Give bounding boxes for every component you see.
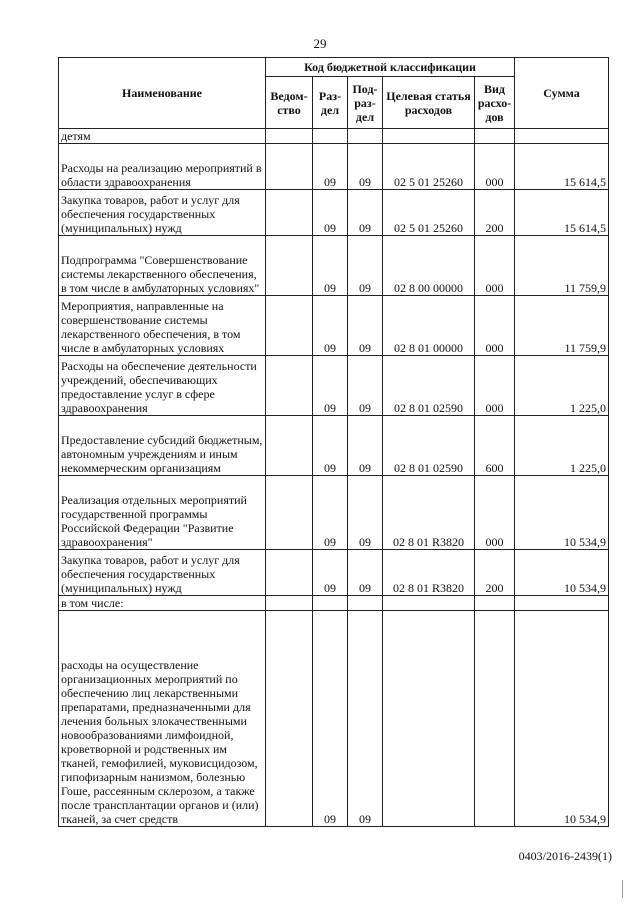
row-vid: 000 xyxy=(475,144,515,190)
table-row xyxy=(59,296,609,356)
row-podrazdel: 09 xyxy=(348,476,383,550)
row-sum: 1 225,0 xyxy=(515,356,609,416)
page-number: 29 xyxy=(313,36,327,51)
row-sum: 15 614,5 xyxy=(515,190,609,236)
header-name: Наименование xyxy=(59,58,266,129)
row-vedomstvo xyxy=(266,129,313,144)
header-summa: Сумма xyxy=(515,58,609,129)
row-vedomstvo xyxy=(266,611,313,827)
row-vid xyxy=(475,129,515,144)
row-vid: 600 xyxy=(475,416,515,476)
row-name: Закупка товаров, работ и услуг для обеспечения государственных (муниципальных) нужд xyxy=(59,190,266,236)
budget-table xyxy=(58,57,609,827)
row-sum xyxy=(515,129,609,144)
row-razdel: 09 xyxy=(313,144,348,190)
row-celevaya: 02 8 00 00000 xyxy=(383,236,475,296)
row-podrazdel xyxy=(348,129,383,144)
header-podrazdel: Под-раз-дел xyxy=(348,77,383,129)
row-celevaya xyxy=(383,611,475,827)
row-sum: 10 534,9 xyxy=(515,476,609,550)
row-vid: 000 xyxy=(475,236,515,296)
row-razdel: 09 xyxy=(313,611,348,827)
row-vid: 000 xyxy=(475,476,515,550)
table-row xyxy=(59,236,609,296)
table-row xyxy=(59,416,609,476)
row-sum: 1 225,0 xyxy=(515,416,609,476)
row-vedomstvo xyxy=(266,144,313,190)
row-podrazdel: 09 xyxy=(348,611,383,827)
row-podrazdel: 09 xyxy=(348,190,383,236)
row-razdel xyxy=(313,129,348,144)
row-podrazdel: 09 xyxy=(348,296,383,356)
header-razdel: Раз-дел xyxy=(313,77,348,129)
row-sum: 15 614,5 xyxy=(515,144,609,190)
row-name: Подпрограмма "Совершенствование системы лекарственного обеспечения, в том числе в амбулаторных условиях" xyxy=(59,236,266,296)
row-name: Реализация отдельных мероприятий государственной программы Российской Федерации "Развитие здравоохранения" xyxy=(59,476,266,550)
margin-line xyxy=(622,880,623,898)
row-celevaya xyxy=(383,596,475,611)
row-vedomstvo xyxy=(266,596,313,611)
row-razdel: 09 xyxy=(313,476,348,550)
row-vid: 000 xyxy=(475,296,515,356)
row-razdel: 09 xyxy=(313,236,348,296)
row-sum: 11 759,9 xyxy=(515,296,609,356)
document-code: 0403/2016-2439(1) xyxy=(518,849,612,863)
row-vid: 000 xyxy=(475,356,515,416)
row-celevaya: 02 5 01 25260 xyxy=(383,190,475,236)
table-row xyxy=(59,356,609,416)
row-vedomstvo xyxy=(266,236,313,296)
row-vedomstvo xyxy=(266,296,313,356)
table-row xyxy=(59,596,609,611)
row-podrazdel: 09 xyxy=(348,356,383,416)
row-razdel xyxy=(313,596,348,611)
header-vid: Вид расхо-дов xyxy=(475,77,515,129)
row-vedomstvo xyxy=(266,356,313,416)
row-vid xyxy=(475,596,515,611)
row-podrazdel xyxy=(348,596,383,611)
header-code-group: Код бюджетной классификации xyxy=(266,58,515,77)
table-row xyxy=(59,129,609,144)
row-razdel: 09 xyxy=(313,356,348,416)
row-podrazdel: 09 xyxy=(348,550,383,596)
row-vedomstvo xyxy=(266,476,313,550)
row-vedomstvo xyxy=(266,550,313,596)
row-sum: 10 534,9 xyxy=(515,550,609,596)
row-name: Мероприятия, направленные на совершенствование системы лекарственного обеспечения, в том числе в амбулаторных условиях xyxy=(59,296,266,356)
row-sum: 11 759,9 xyxy=(515,236,609,296)
row-celevaya: 02 8 01 R3820 xyxy=(383,550,475,596)
row-sum: 10 534,9 xyxy=(515,611,609,827)
table-row xyxy=(59,190,609,236)
row-vedomstvo xyxy=(266,190,313,236)
row-razdel: 09 xyxy=(313,296,348,356)
table-row xyxy=(59,476,609,550)
row-celevaya: 02 8 01 02590 xyxy=(383,356,475,416)
header-celevaya: Целевая статья расходов xyxy=(383,77,475,129)
row-vid: 200 xyxy=(475,190,515,236)
row-podrazdel: 09 xyxy=(348,236,383,296)
row-vid: 200 xyxy=(475,550,515,596)
row-razdel: 09 xyxy=(313,416,348,476)
row-razdel: 09 xyxy=(313,550,348,596)
row-name: Закупка товаров, работ и услуг для обеспечения государственных (муниципальных) нужд xyxy=(59,550,266,596)
table-row xyxy=(59,611,609,827)
row-vedomstvo xyxy=(266,416,313,476)
row-celevaya: 02 8 01 00000 xyxy=(383,296,475,356)
table-row xyxy=(59,550,609,596)
row-celevaya: 02 5 01 25260 xyxy=(383,144,475,190)
header-vedomstvo: Ведом-ство xyxy=(266,77,313,129)
row-podrazdel: 09 xyxy=(348,144,383,190)
table-header xyxy=(59,58,609,129)
row-razdel: 09 xyxy=(313,190,348,236)
row-celevaya xyxy=(383,129,475,144)
row-name: расходы на осуществление организационных мероприятий по обеспечению лиц лекарственными препаратами, предназначенными для лечения больных злокачественными новообразованиями лимфоидной, кроветворной и родственных им тканей, гемофилией, муковисцидозом, гипофизарным нанизмом, болезнью Гоше, рассеянным склерозом, а также после трансплантации органов и (или) тканей, за счет средств xyxy=(59,611,266,827)
table-row xyxy=(59,144,609,190)
row-name: Расходы на реализацию мероприятий в области здравоохранения xyxy=(59,144,266,190)
row-sum xyxy=(515,596,609,611)
row-podrazdel: 09 xyxy=(348,416,383,476)
row-name: Расходы на обеспечение деятельности учреждений, обеспечивающих предоставление услуг в сфере здравоохранения xyxy=(59,356,266,416)
row-vid xyxy=(475,611,515,827)
row-name: в том числе: xyxy=(59,596,266,611)
row-celevaya: 02 8 01 R3820 xyxy=(383,476,475,550)
row-celevaya: 02 8 01 02590 xyxy=(383,416,475,476)
row-name: Предоставление субсидий бюджетным, автономным учреждениям и иным некоммерческим организациям xyxy=(59,416,266,476)
table-body xyxy=(59,129,609,827)
row-name: детям xyxy=(59,129,266,144)
